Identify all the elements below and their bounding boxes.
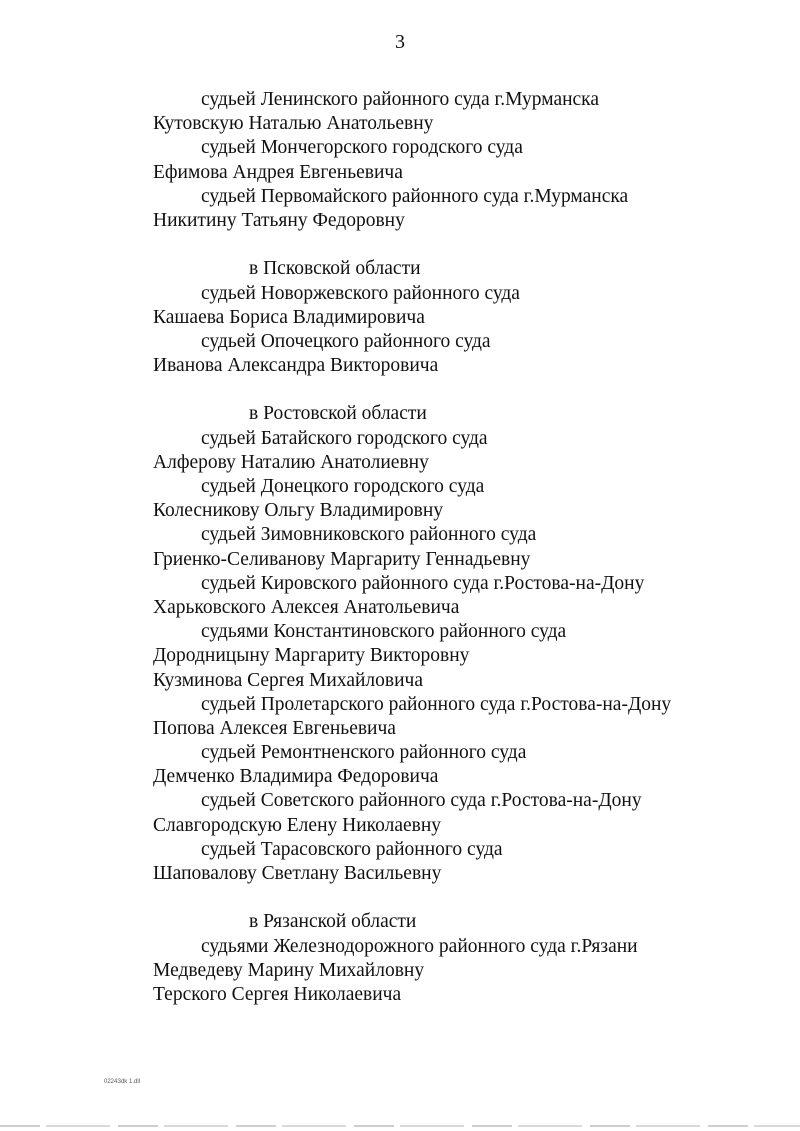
court-appointment-line: судьей Донецкого городского суда [201, 476, 485, 497]
court-appointment-line: судьей Батайского городского суда [201, 427, 488, 449]
court-appointment-line: судьей Пролетарского районного суда г.Ростова-на-Дону [201, 693, 672, 715]
judge-name-line: Колесникову Ольгу Владимировну [153, 500, 444, 522]
court-appointment-line: судьей Зимовниковского районного суда [201, 524, 537, 546]
court-appointment-line: судьей Советского районного суда г.Ростова-на-Дону [201, 790, 642, 812]
judge-name-line: Кузминова Сергея Михайловича [153, 669, 423, 691]
paragraph-gap [153, 886, 783, 910]
region-heading: в Рязанской области [249, 911, 417, 933]
court-appointment-line: судьей Ремонтненского районного суда [201, 742, 527, 764]
judge-name-line: Харьковского Алексея Анатольевича [153, 596, 460, 618]
court-appointment-line: судьей Ленинского районного суда г.Мурманска [201, 89, 600, 110]
paragraph-gap [153, 378, 783, 402]
judge-name-line: Кашаева Бориса Владимировича [153, 306, 425, 328]
court-appointment-line: судьей Мончегорского городского суда [201, 137, 523, 159]
judge-name-line: Ефимова Андрея Евгеньевича [153, 161, 403, 183]
judge-name-line: Терского Сергея Николаевича [153, 983, 402, 1005]
document-body [153, 88, 783, 1007]
court-appointment-line: судьей Тарасовского районного суда [201, 838, 503, 860]
court-appointment-line: судьей Новоржевского районного суда [201, 282, 520, 304]
judge-name-line: Шаповалову Светлану Васильевну [153, 863, 442, 884]
judge-name-line: Дородницыну Маргариту Викторовну [153, 645, 470, 667]
judge-name-line: Славгородскую Елену Николаевну [153, 814, 442, 836]
judge-name-line: Медведеву Марину Михайловну [153, 959, 425, 981]
court-appointment-line: судьей Кировского районного суда г.Ростова-на-Дону [201, 572, 645, 594]
judge-name-line: Гриенко-Селиванову Маргариту Геннадьевну [153, 548, 531, 570]
judge-name-line: Иванова Александра Викторовича [153, 355, 439, 377]
footer-document-code: 0224Зdk 1.dll [104, 1079, 140, 1085]
court-appointment-line: судьями Константиновского районного суда [201, 621, 567, 643]
court-appointment-line: судьей Опочецкого районного суда [201, 330, 491, 352]
judge-name-line: Алферову Наталию Анатолиевну [153, 451, 429, 473]
judge-name-line: Попова Алексея Евгеньевича [153, 717, 396, 739]
judge-name-line: Кутовскую Наталью Анатольевну [153, 113, 434, 135]
region-heading: в Псковской области [249, 258, 421, 280]
court-appointment-line: судьей Первомайского районного суда г.Мурманска [201, 185, 629, 207]
paragraph-gap [153, 233, 783, 257]
judge-name-line: Демченко Владимира Федоровича [153, 766, 439, 788]
region-heading: в Ростовской области [249, 403, 427, 425]
court-appointment-line: судьями Железнодорожного районного суда г.Рязани [201, 935, 638, 957]
judge-name-line: Никитину Татьяну Федоровну [153, 209, 405, 231]
scan-edge-artifact [0, 1125, 800, 1127]
page-number: 3 [395, 31, 405, 53]
